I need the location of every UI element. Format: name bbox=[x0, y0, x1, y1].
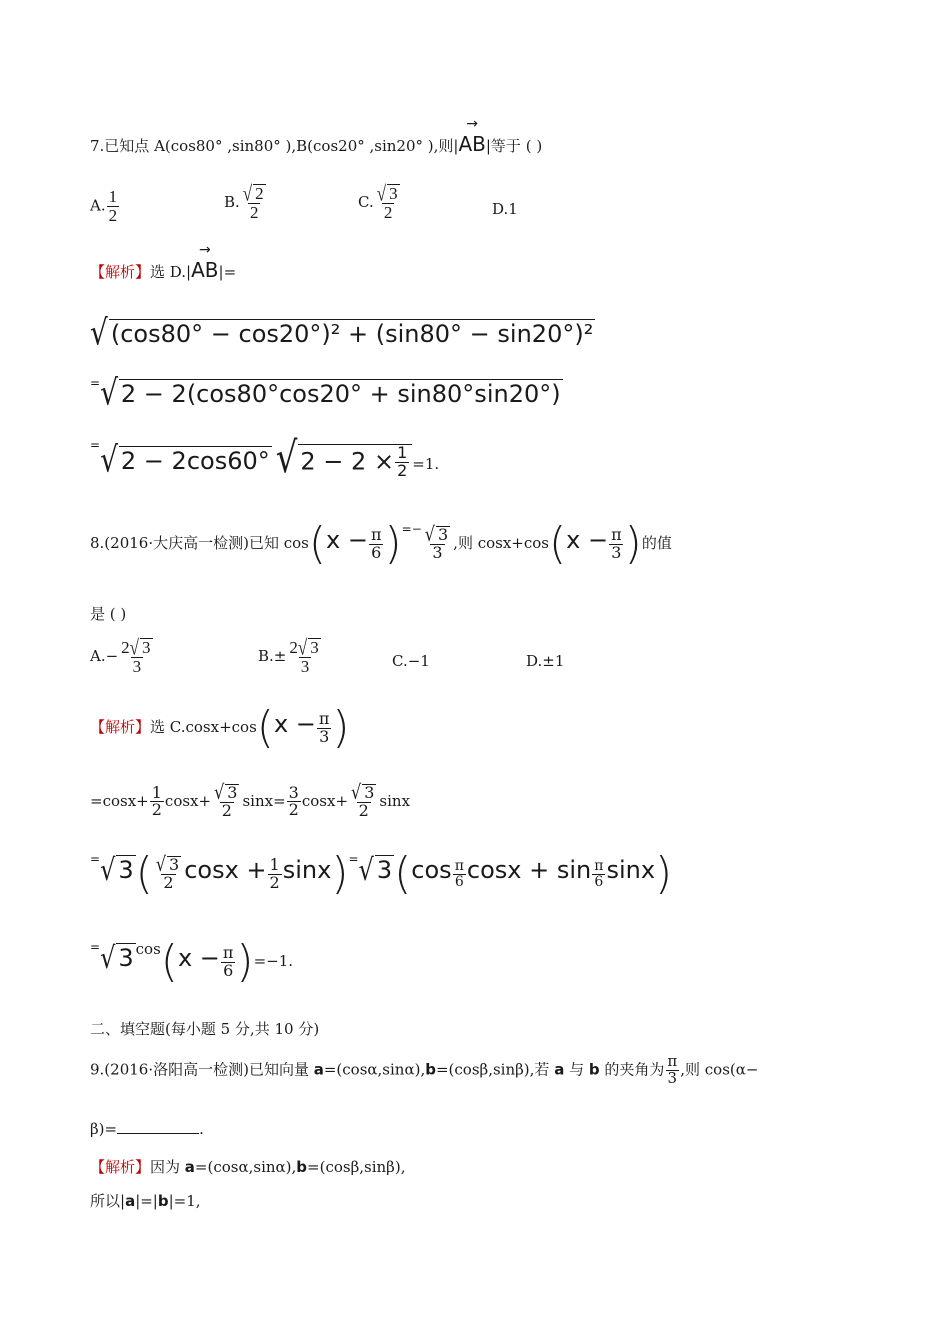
solution-tag: 【解析】 bbox=[90, 718, 151, 736]
answer-blank[interactable] bbox=[117, 1121, 199, 1134]
denominator: 3 bbox=[667, 1068, 678, 1087]
root3 bbox=[100, 940, 136, 976]
q7-solution-line1 bbox=[90, 311, 595, 354]
radical-sign: √ bbox=[90, 311, 108, 354]
denominator: 2 bbox=[108, 205, 118, 225]
numerator: π bbox=[594, 857, 604, 874]
fraction bbox=[609, 524, 624, 562]
fraction bbox=[241, 181, 268, 222]
denominator: 3 bbox=[319, 726, 330, 746]
radical-sign: √ bbox=[100, 940, 116, 976]
radicand: 3 bbox=[169, 855, 180, 875]
text: 的夹角为 bbox=[599, 1060, 665, 1079]
q8-stem-end: 的值 bbox=[641, 534, 672, 552]
radical-sign: √ bbox=[129, 635, 140, 660]
left-paren: ( bbox=[308, 518, 327, 569]
numerator: π bbox=[222, 942, 234, 962]
radicand: 3 bbox=[364, 783, 375, 802]
expr: x − bbox=[326, 526, 368, 554]
q8-stem-line2: 是 ( ) bbox=[90, 605, 127, 623]
radical-sign: √ bbox=[358, 852, 374, 888]
fraction bbox=[154, 852, 183, 892]
denominator: 6 bbox=[371, 542, 382, 562]
numerator bbox=[287, 635, 322, 660]
text: =(cosα,sinα), bbox=[323, 1060, 426, 1079]
left-paren: ( bbox=[394, 848, 412, 899]
q7-option-b bbox=[224, 181, 269, 222]
option-label: A.− bbox=[90, 646, 119, 665]
numerator: 3 bbox=[288, 782, 299, 802]
expr: x − bbox=[273, 710, 316, 738]
coef: 2 bbox=[121, 638, 130, 657]
right-paren: ) bbox=[624, 518, 642, 569]
q8-stem-text: 8.(2016·大庆高一检测)已知 cos bbox=[90, 534, 309, 552]
right-paren: ) bbox=[655, 848, 673, 899]
radical-sign: √ bbox=[424, 522, 435, 547]
radicand bbox=[298, 444, 412, 480]
numerator bbox=[154, 852, 183, 877]
result: =1. bbox=[412, 455, 440, 473]
numerator: 1 bbox=[151, 782, 162, 802]
denominator: 6 bbox=[223, 960, 234, 980]
vector-b: b bbox=[296, 1158, 308, 1176]
fraction bbox=[221, 942, 236, 980]
vector-b: b bbox=[588, 1060, 600, 1079]
denominator: 3 bbox=[132, 656, 142, 676]
fraction bbox=[665, 1054, 679, 1087]
radicand: 3 bbox=[118, 944, 134, 972]
radicand-text: 2 − 2 × bbox=[300, 447, 395, 475]
text: =(cosα,sinα), bbox=[194, 1158, 297, 1176]
radical-sign: √ bbox=[214, 780, 225, 805]
q7-solution-line2 bbox=[90, 371, 563, 414]
q8-option-b bbox=[258, 635, 324, 676]
numerator: π bbox=[318, 708, 330, 728]
vector-ab: → AB bbox=[458, 132, 485, 156]
solution-text: 选 D.| bbox=[150, 263, 192, 281]
solution-text: 选 C.cosx+cos bbox=[150, 718, 257, 736]
radicand: 3 bbox=[437, 525, 449, 545]
q9-solution-line1 bbox=[90, 1156, 405, 1177]
numerator bbox=[241, 181, 268, 206]
fraction bbox=[107, 188, 120, 225]
numerator: π bbox=[454, 857, 464, 874]
radicand: 3 bbox=[376, 856, 393, 884]
radicand: 2 − 2cos60° bbox=[120, 447, 270, 475]
text: cosx+ bbox=[301, 791, 349, 810]
coef: 2 bbox=[289, 638, 298, 657]
text: |=1, bbox=[168, 1192, 201, 1210]
left-paren: ( bbox=[256, 702, 274, 753]
q8-option-d: D.±1 bbox=[526, 652, 565, 670]
vector-a: a bbox=[125, 1192, 136, 1210]
radicand: 2 bbox=[255, 184, 264, 203]
radical-sign: √ bbox=[100, 852, 116, 888]
equals: = bbox=[90, 940, 101, 954]
radicand: 3 bbox=[389, 184, 398, 203]
solution-text-end: |= bbox=[218, 263, 237, 281]
fraction bbox=[119, 635, 154, 676]
radicand: 3 bbox=[227, 783, 238, 802]
q8-solution-intro bbox=[90, 702, 350, 753]
fraction bbox=[212, 780, 241, 820]
option-label: A. bbox=[90, 196, 106, 215]
fraction bbox=[150, 782, 164, 820]
q7-solution-intro bbox=[90, 258, 236, 282]
text: cosx+ bbox=[164, 791, 212, 810]
numerator bbox=[423, 522, 452, 547]
radicand: 3 bbox=[310, 638, 319, 657]
fraction bbox=[369, 524, 384, 562]
numerator bbox=[212, 780, 241, 805]
root3 bbox=[358, 852, 395, 888]
text: . bbox=[199, 1120, 204, 1138]
q7-option-a bbox=[90, 188, 120, 225]
q8-solution-line3 bbox=[90, 848, 673, 899]
numerator: π bbox=[667, 1052, 678, 1070]
text: ,则 cos(α− bbox=[680, 1060, 759, 1079]
denominator: 2 bbox=[269, 872, 280, 892]
q9-stem bbox=[90, 1054, 758, 1087]
option-label: C. bbox=[358, 192, 374, 211]
numerator bbox=[119, 635, 154, 660]
right-paren: ) bbox=[332, 702, 350, 753]
denominator: 3 bbox=[611, 542, 622, 562]
q7-stem-text: 7.已知点 A(cos80° ,sin80° ),B(cos20° ,sin20° ),则| bbox=[90, 137, 459, 155]
equals: = bbox=[90, 852, 101, 866]
denominator: 2 bbox=[288, 800, 299, 820]
fraction bbox=[287, 635, 322, 676]
radicand: 3 bbox=[118, 856, 134, 884]
root3 bbox=[100, 852, 136, 888]
q8-option-c: C.−1 bbox=[392, 652, 430, 670]
expr: x − bbox=[566, 526, 609, 554]
text: 所以| bbox=[90, 1192, 126, 1210]
result: =−1. bbox=[253, 952, 294, 970]
vector-b: b bbox=[157, 1192, 169, 1210]
q8-option-a bbox=[90, 635, 156, 676]
q8-stem bbox=[90, 518, 672, 569]
vector-a: a bbox=[184, 1158, 195, 1176]
radicand: 3 bbox=[142, 638, 151, 657]
denominator: 2 bbox=[249, 202, 259, 222]
denominator: 2 bbox=[383, 202, 393, 222]
denominator: 3 bbox=[300, 656, 310, 676]
text: sinx bbox=[379, 791, 411, 810]
q7-solution-line3 bbox=[90, 433, 440, 483]
fraction bbox=[317, 708, 332, 746]
fraction bbox=[375, 181, 402, 222]
fraction bbox=[423, 522, 452, 562]
radical-sign: √ bbox=[100, 438, 118, 481]
expr: cos bbox=[411, 856, 452, 884]
denominator: 2 bbox=[163, 873, 174, 892]
text: sinx= bbox=[242, 791, 286, 810]
numerator: π bbox=[611, 524, 622, 544]
fraction bbox=[268, 854, 282, 892]
text: 与 bbox=[564, 1060, 589, 1079]
numerator: 1 bbox=[269, 854, 280, 874]
expr: sinx bbox=[606, 856, 656, 884]
text: =(cosβ,sinβ),若 bbox=[435, 1060, 555, 1079]
denominator: 2 bbox=[358, 800, 369, 820]
solution-tag: 【解析】 bbox=[90, 1158, 151, 1176]
vector-a: a bbox=[554, 1060, 565, 1079]
q7-stem bbox=[90, 132, 542, 156]
right-paren: ) bbox=[236, 936, 254, 987]
right-paren: ) bbox=[331, 848, 349, 899]
equals: =− bbox=[401, 522, 422, 536]
q9-solution-line2 bbox=[90, 1190, 201, 1211]
expr: cosx + sin bbox=[466, 856, 592, 884]
radical-sign: √ bbox=[376, 181, 387, 206]
solution-tag: 【解析】 bbox=[90, 263, 151, 281]
left-paren: ( bbox=[135, 848, 153, 899]
denominator: 2 bbox=[221, 800, 232, 820]
left-paren: ( bbox=[549, 518, 567, 569]
numerator bbox=[375, 181, 402, 206]
expr: x − bbox=[177, 944, 220, 972]
equals: = bbox=[90, 376, 101, 390]
numerator: 1 bbox=[108, 187, 118, 206]
expr: sinx bbox=[282, 856, 332, 884]
denominator: 6 bbox=[594, 873, 604, 890]
text: 9.(2016·洛阳高一检测)已知向量 bbox=[90, 1060, 314, 1079]
left-paren: ( bbox=[160, 936, 178, 987]
section-heading: 二、填空题(每小题 5 分,共 10 分) bbox=[90, 1020, 320, 1038]
numerator: π bbox=[370, 524, 382, 544]
vector-a: a bbox=[313, 1060, 324, 1079]
fraction bbox=[287, 782, 301, 820]
radical-sign: √ bbox=[351, 780, 362, 805]
option-label: B. bbox=[224, 192, 240, 211]
fraction bbox=[349, 780, 378, 820]
radical-sign: √ bbox=[297, 635, 308, 660]
option-label: B.± bbox=[258, 646, 287, 665]
text: |=| bbox=[135, 1192, 158, 1210]
text: =cosx+ bbox=[90, 791, 149, 810]
q8-stem-mid: ,则 cosx+cos bbox=[453, 534, 549, 552]
q8-solution-line2 bbox=[90, 780, 411, 820]
q7-stem-end: |等于 ( ) bbox=[485, 137, 543, 155]
vector-ab: → AB bbox=[191, 258, 218, 282]
radicand: (cos80° − cos20°)² + (sin80° − sin20°)² bbox=[110, 320, 594, 348]
q8-solution-line4 bbox=[90, 936, 294, 987]
numerator: 1 bbox=[397, 442, 408, 462]
denominator: 3 bbox=[432, 543, 443, 562]
text: =(cosβ,sinβ), bbox=[307, 1158, 406, 1176]
fraction bbox=[395, 442, 409, 480]
q7-option-d: D.1 bbox=[492, 200, 518, 218]
fraction bbox=[453, 859, 466, 889]
radical-sign: √ bbox=[100, 371, 118, 414]
text: cos bbox=[135, 940, 161, 958]
denominator: 6 bbox=[454, 873, 464, 890]
vector-b: b bbox=[425, 1060, 436, 1079]
equals: = bbox=[348, 852, 359, 866]
radical-sign: √ bbox=[275, 433, 298, 483]
denominator: 2 bbox=[397, 460, 408, 480]
text: 因为 bbox=[150, 1158, 185, 1176]
q9-stem-line2 bbox=[90, 1120, 204, 1138]
expr: cosx + bbox=[184, 856, 267, 884]
radical-sign: √ bbox=[242, 181, 253, 206]
radical-sign: √ bbox=[155, 852, 167, 877]
q7-option-c bbox=[358, 181, 403, 222]
fraction bbox=[592, 859, 605, 889]
numerator bbox=[349, 780, 378, 805]
text: β)= bbox=[90, 1120, 118, 1138]
denominator: 2 bbox=[151, 800, 162, 820]
radicand: 2 − 2(cos80°cos20° + sin80°sin20°) bbox=[120, 380, 561, 408]
equals: = bbox=[90, 438, 101, 452]
right-paren: ) bbox=[384, 518, 402, 569]
